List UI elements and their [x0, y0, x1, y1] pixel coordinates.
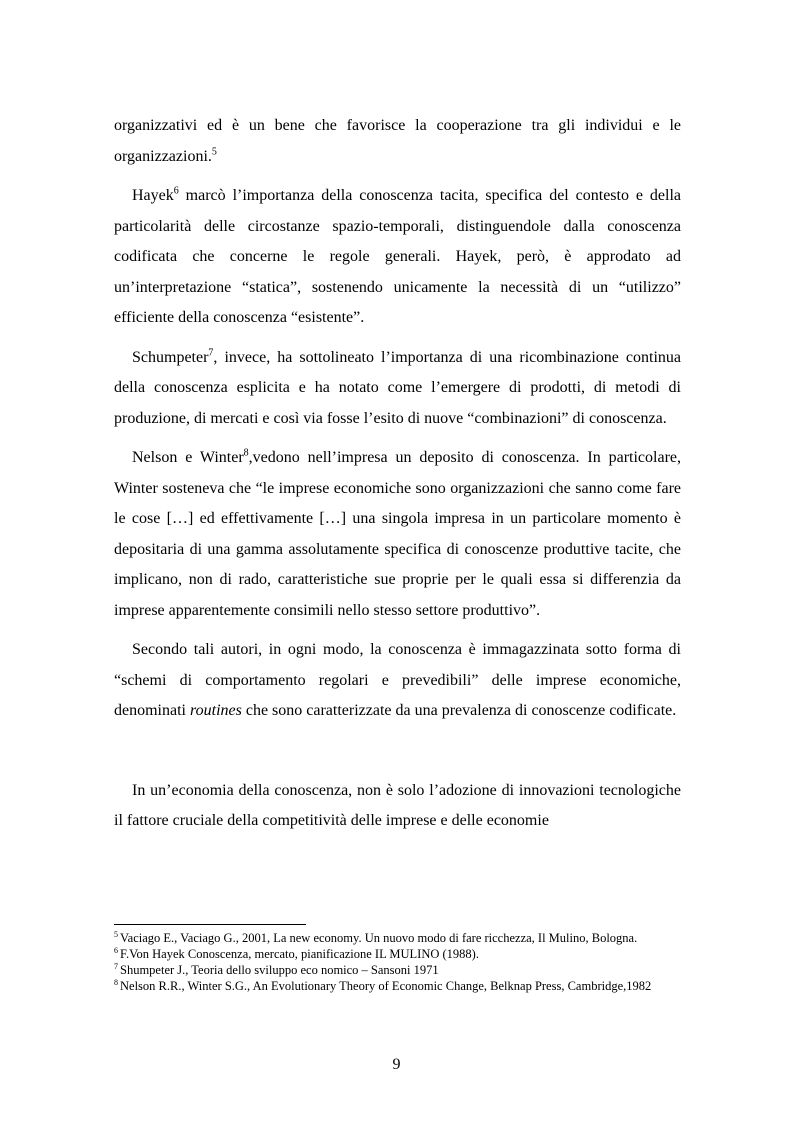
footnote-6: $^6$ F.Von Hayek Conoscenza, mercato, pianificazione IL MULINO (1988).: [114, 945, 479, 961]
footnote-ref-8: 8: [243, 447, 249, 459]
footnotes: [114, 930, 681, 994]
paragraph-4: Nelson e Winter$^8$,vedono nell’impresa un deposito di conoscenza. In particolare, Winter sosteneva che “le imprese economiche sono organizzazioni che sanno come fare le cose […] ed effettivamente […] una singola impresa in un particolare momento è depositaria di una gamma assolutamente specifica di conoscenze produttive tacite, che implicano, non di rado, caratteristiche sue proprie per le quali essa si differenzia da imprese apparentemente consimili nello stesso settore produttivo”.: [114, 447, 681, 619]
footnote-8: $^8$ Nelson R.R., Winter S.G., An Evolutionary Theory of Economic Change, Belknap Press, Cambridge,1982: [114, 977, 652, 993]
routines-term: routines: [189, 702, 242, 719]
body-text: [114, 111, 681, 846]
footnote-separator: [114, 924, 306, 925]
footnote-7: $^7$ Shumpeter J., Teoria dello sviluppo eco nomico – Sansoni 1971: [114, 961, 439, 977]
paragraph-6: In un’economia della conoscenza, non è solo l’adozione di innovazioni tecnologiche il fattore cruciale della competitività delle imprese e delle economie: [114, 781, 681, 829]
page-number: 9: [392, 1056, 401, 1073]
paragraph-3: Schumpeter$^7$, invece, ha sottolineato l’importanza di una ricombinazione continua della conoscenza esplicita e ha notato come l’emergere di prodotti, di metodi di produzione, di mercati e così via fosse l’esito di nuove “combinazioni” di conoscenza.: [114, 347, 681, 427]
footnote-ref-5: 5: [211, 146, 217, 158]
paragraph-2: Hayek$^6$ marcò l’importanza della conoscenza tacita, specifica del contesto e della particolarità delle circostanze spazio-temporali, distinguendole dalla conoscenza codificata che concerne le regole generali. Hayek, però, è approdato ad un’interpretazione “statica”, sostenendo unicamente la necessità di un “utilizzo” efficiente della conoscenza “esistente”.: [114, 185, 681, 326]
paragraph-5: Secondo tali autori, in ogni modo, la conoscenza è immagazzinata sotto forma di “schemi di comportamento regolari e prevedibili” delle imprese economiche, denominati routines che sono caratterizzate da una prevalenza di conoscenze codificate.: [114, 641, 681, 719]
footnote-ref-6: 6: [173, 185, 179, 197]
footnote-5: $^5$ Vaciago E., Vaciago G., 2001, La new economy. Un nuovo modo di fare ricchezza, Il Mulino, Bologna.: [114, 929, 638, 945]
paragraph-1: organizzativi ed è un bene che favorisce la cooperazione tra gli individui e le organizzazioni.$^5$: [114, 117, 681, 165]
footnote-ref-7: 7: [208, 347, 214, 359]
